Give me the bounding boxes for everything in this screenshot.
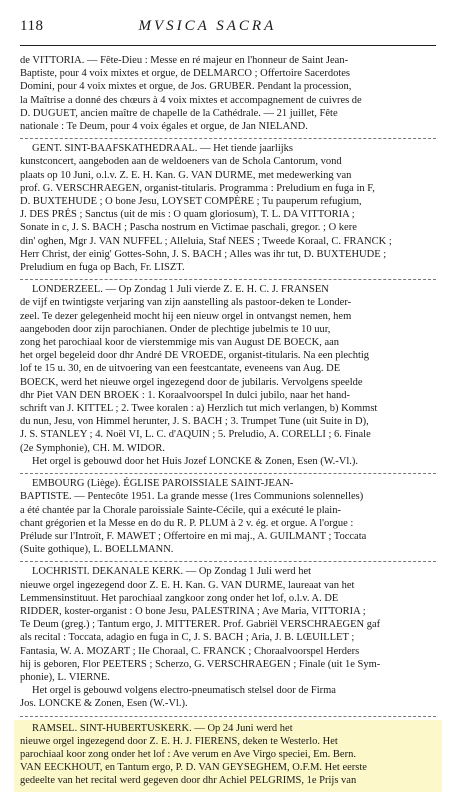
text-line: zeel. Te dezer gelegenheid mocht hij een nieuw orgel in ontvangst nemen, hem	[20, 310, 352, 322]
text-line: aangeboden door zijn parochianen. Onder de plechtige jubelmis te 10 uur,	[20, 323, 331, 335]
text-line: hij is geboren, Flor PEETERS ; Scherzo, G. VERSCHRAEGEN ; Finale (uit 1e Sym-	[20, 658, 381, 670]
section-divider	[20, 279, 436, 280]
text-line: prof. G. VERSCHRAEGEN, organist-titularis. Programma : Preludium en fuga in F,	[20, 182, 375, 194]
text-line: Fantasia, W. A. MOZART ; IIe Choraal, C. FRANCK ; Choraalvoorspel Herders	[20, 645, 360, 657]
section-divider	[20, 138, 436, 139]
text-line: Lemmensinstituut. Het parochiaal zangkoor zong onder het lof, o.l.v. A. DE	[20, 592, 339, 604]
text-line: RIDDER, koster-organist : O bone Jesu, PALESTRINA ; Ave Maria, VITTORIA ;	[20, 605, 366, 617]
text-line: D. DUGUET, ancien maître de chapelle de la Cathédrale. — 21 juillet, Fête	[20, 107, 338, 119]
section-heading-line: EMBOURG (Liège). ÉGLISE PAROISSIALE SAINT-JEAN-	[32, 478, 294, 490]
text-line: de vijf en twintigste verjaring van zijn aanstelling als pastoor-deken te Londer-	[20, 297, 352, 309]
text-line: Prélude sur l'Introït, F. MAWET ; Offertoire en mi maj., A. GUILMANT ; Toccata	[20, 530, 367, 542]
paragraph-embourg	[20, 477, 436, 556]
paragraph-lochristi	[20, 565, 436, 710]
text-line: Domini, pour 4 voix mixtes et orgue, de Jos. GRUBER. Pendant la procession,	[20, 81, 352, 93]
text-line: nieuwe orgel ingezegend door Z. E. H. J. FIERENS, deken te Westerlo. Het	[20, 735, 338, 747]
text-line: de VITTORIA. — Fête-Dieu : Messe en ré majeur en l'honneur de Saint Jean-	[20, 55, 349, 66]
text-line: het orgel begeleid door dhr André DE VROEDE, organist-titularis. Na een plechtig	[20, 350, 370, 362]
text-line: BOECK, werd het nieuwe orgel ingezegend door de jubilaris. Vervolgens speelde	[20, 376, 363, 388]
section-divider	[20, 473, 436, 474]
text-line: la Maîtrise a donné des chœurs à 4 voix mixtes et accompagnement de cuivres de	[20, 94, 362, 106]
text-line: plaats op 10 Juni, o.l.v. Z. E. H. Kan. G. VAN DURME, met medewerking van	[20, 169, 352, 181]
text-line: dhr Piet VAN DEN BROEK : 1. Koraalvoorspel In dulci jubilo, naar het hand-	[20, 389, 351, 401]
header-rule	[20, 45, 436, 46]
text-line: Sonate in c, J. S. BACH ; Pascha nostrum en Victimae paschali, gregor. ; O kere	[20, 222, 357, 234]
text-line: Te Deum (greg.) ; Tantum ergo, J. MITTERER. Prof. Gabriël VERSCHRAEGEN gaf	[20, 619, 381, 631]
text-line: J. DES PRÉS ; Sanctus (uit de mis : O quam gloriosum), T. L. DA VITTORIA ;	[20, 209, 355, 221]
paragraph-ramsel-highlighted	[14, 720, 442, 792]
text-line: kunstconcert, aangeboden aan de weldoeners van de Schola Cantorum, vond	[20, 156, 342, 168]
section-heading-line: LONDERZEEL. — Op Zondag 1 Juli vierde Z. E. H. C. J. FRANSEN	[32, 284, 329, 296]
text-line: (2e Symphonie), CH. M. WIDOR.	[20, 442, 166, 454]
text-line: Preludium en fuga op Bach, Fr. LISZT.	[20, 262, 185, 274]
text-line: nationale : Te Deum, pour 4 voix égales et orgue, de Jan NIELAND.	[20, 121, 308, 133]
text-line: Herr Christ, der einig' Gottes-Sohn, J. S. BACH ; Alles was ihr tut, D. BUXTEHUDE ;	[20, 248, 387, 260]
text-line: Jos. LONCKE & Zonen, Esen (W.-Vl.).	[20, 698, 188, 710]
paragraph-vittoria	[20, 54, 436, 133]
section-heading-line: RAMSEL. SINT-HUBERTUSKERK. — Op 24 Juni werd het	[32, 722, 293, 734]
text-line: VAN EECKHOUT, en Tantum ergo, P. D. VAN GEYSEGHEM, O.F.M. Het eerste	[20, 762, 367, 774]
text-line: gedeelte van het recital werd gegeven door dhr Achiel PELGRIMS, 1e Prijs van	[20, 775, 357, 787]
text-line: du nun, Jesu, von Himmel herunter, J. S. BACH ; 3. Trumpet Tune (uit Suite in D),	[20, 416, 369, 428]
section-heading-line: GENT. SINT-BAAFSKATHEDRAAL. — Het tiende jaarlijks	[32, 143, 294, 155]
section-divider	[20, 561, 436, 562]
text-line: schrift van J. KITTEL ; 2. Twee koralen : a) Herzlich tut mich verlangen, b) Kommst	[20, 403, 378, 415]
text-line: Het orgel is gebouwd door het Huis Jozef LONCKE & Zonen, Esen (W.-Vl.).	[32, 455, 359, 467]
text-line: als recital : Toccata, adagio en fuga in C, J. S. BACH ; Aria, J. B. LŒUILLET ;	[20, 632, 355, 644]
page-header	[20, 18, 436, 42]
paragraph-gent	[20, 142, 436, 274]
text-line: din' oghen, Mgr J. VAN NUFFEL ; Alleluia, Staf NEES ; Tweede Koraal, C. FRANCK ;	[20, 235, 392, 247]
text-line: BAPTISTE. — Pentecôte 1951. La grande messe (1res Communions solennelles)	[20, 491, 364, 503]
text-line: a été chantée par la Chorale paroissiale Sainte-Cécile, qui a exécuté le plain-	[20, 504, 341, 516]
section-divider	[20, 716, 436, 717]
text-line: zong het parochiaal koor de vierstemmige mis van August DE BOECK, aan	[20, 337, 340, 349]
text-line: Baptiste, pour 4 voix mixtes et orgue, de DELMARCO ; Offertoire Sacerdotes	[20, 68, 351, 80]
text-line: D. BUXTEHUDE ; O bone Jesu, LOYSET COMPÈRE ; Tu pauperum refugium,	[20, 196, 362, 208]
text-line: nieuwe orgel ingezegend door Z. E. H. Kan. G. VAN DURME, laureaat van het	[20, 579, 355, 591]
paragraph-londerzeel	[20, 283, 436, 468]
text-line: lof te 15 u. 30, en de uitvoering van een feestcantate, eveneens van Aug. DE	[20, 363, 341, 375]
text-line: chant grégorien et la Messe en do du R. P. PLUM à 2 v. ég. et orgue. A l'orgue :	[20, 517, 354, 529]
text-line: J. S. STANLEY ; 4. Noël VI, L. C. d'AQUIN ; 5. Preludio, A. CORELLI ; 6. Finale	[20, 429, 371, 441]
body-text	[20, 54, 436, 792]
text-line: Het orgel is gebouwd volgens electro-pneumatisch stelsel door de Firma	[32, 685, 336, 697]
text-line: parochiaal koor zong onder het lof : Ave verum en Ave Virgo speciei, Em. Bern.	[20, 748, 356, 760]
page-number: 118	[20, 18, 44, 34]
running-title: MVSICA SACRA	[138, 18, 277, 34]
section-heading-line: LOCHRISTI. DEKANALE KERK. — Op Zondag 1 Juli werd het	[32, 566, 312, 578]
text-line: (Suite gothique), L. BOELLMANN.	[20, 544, 174, 556]
text-line: phonie), L. VIERNE.	[20, 671, 110, 683]
